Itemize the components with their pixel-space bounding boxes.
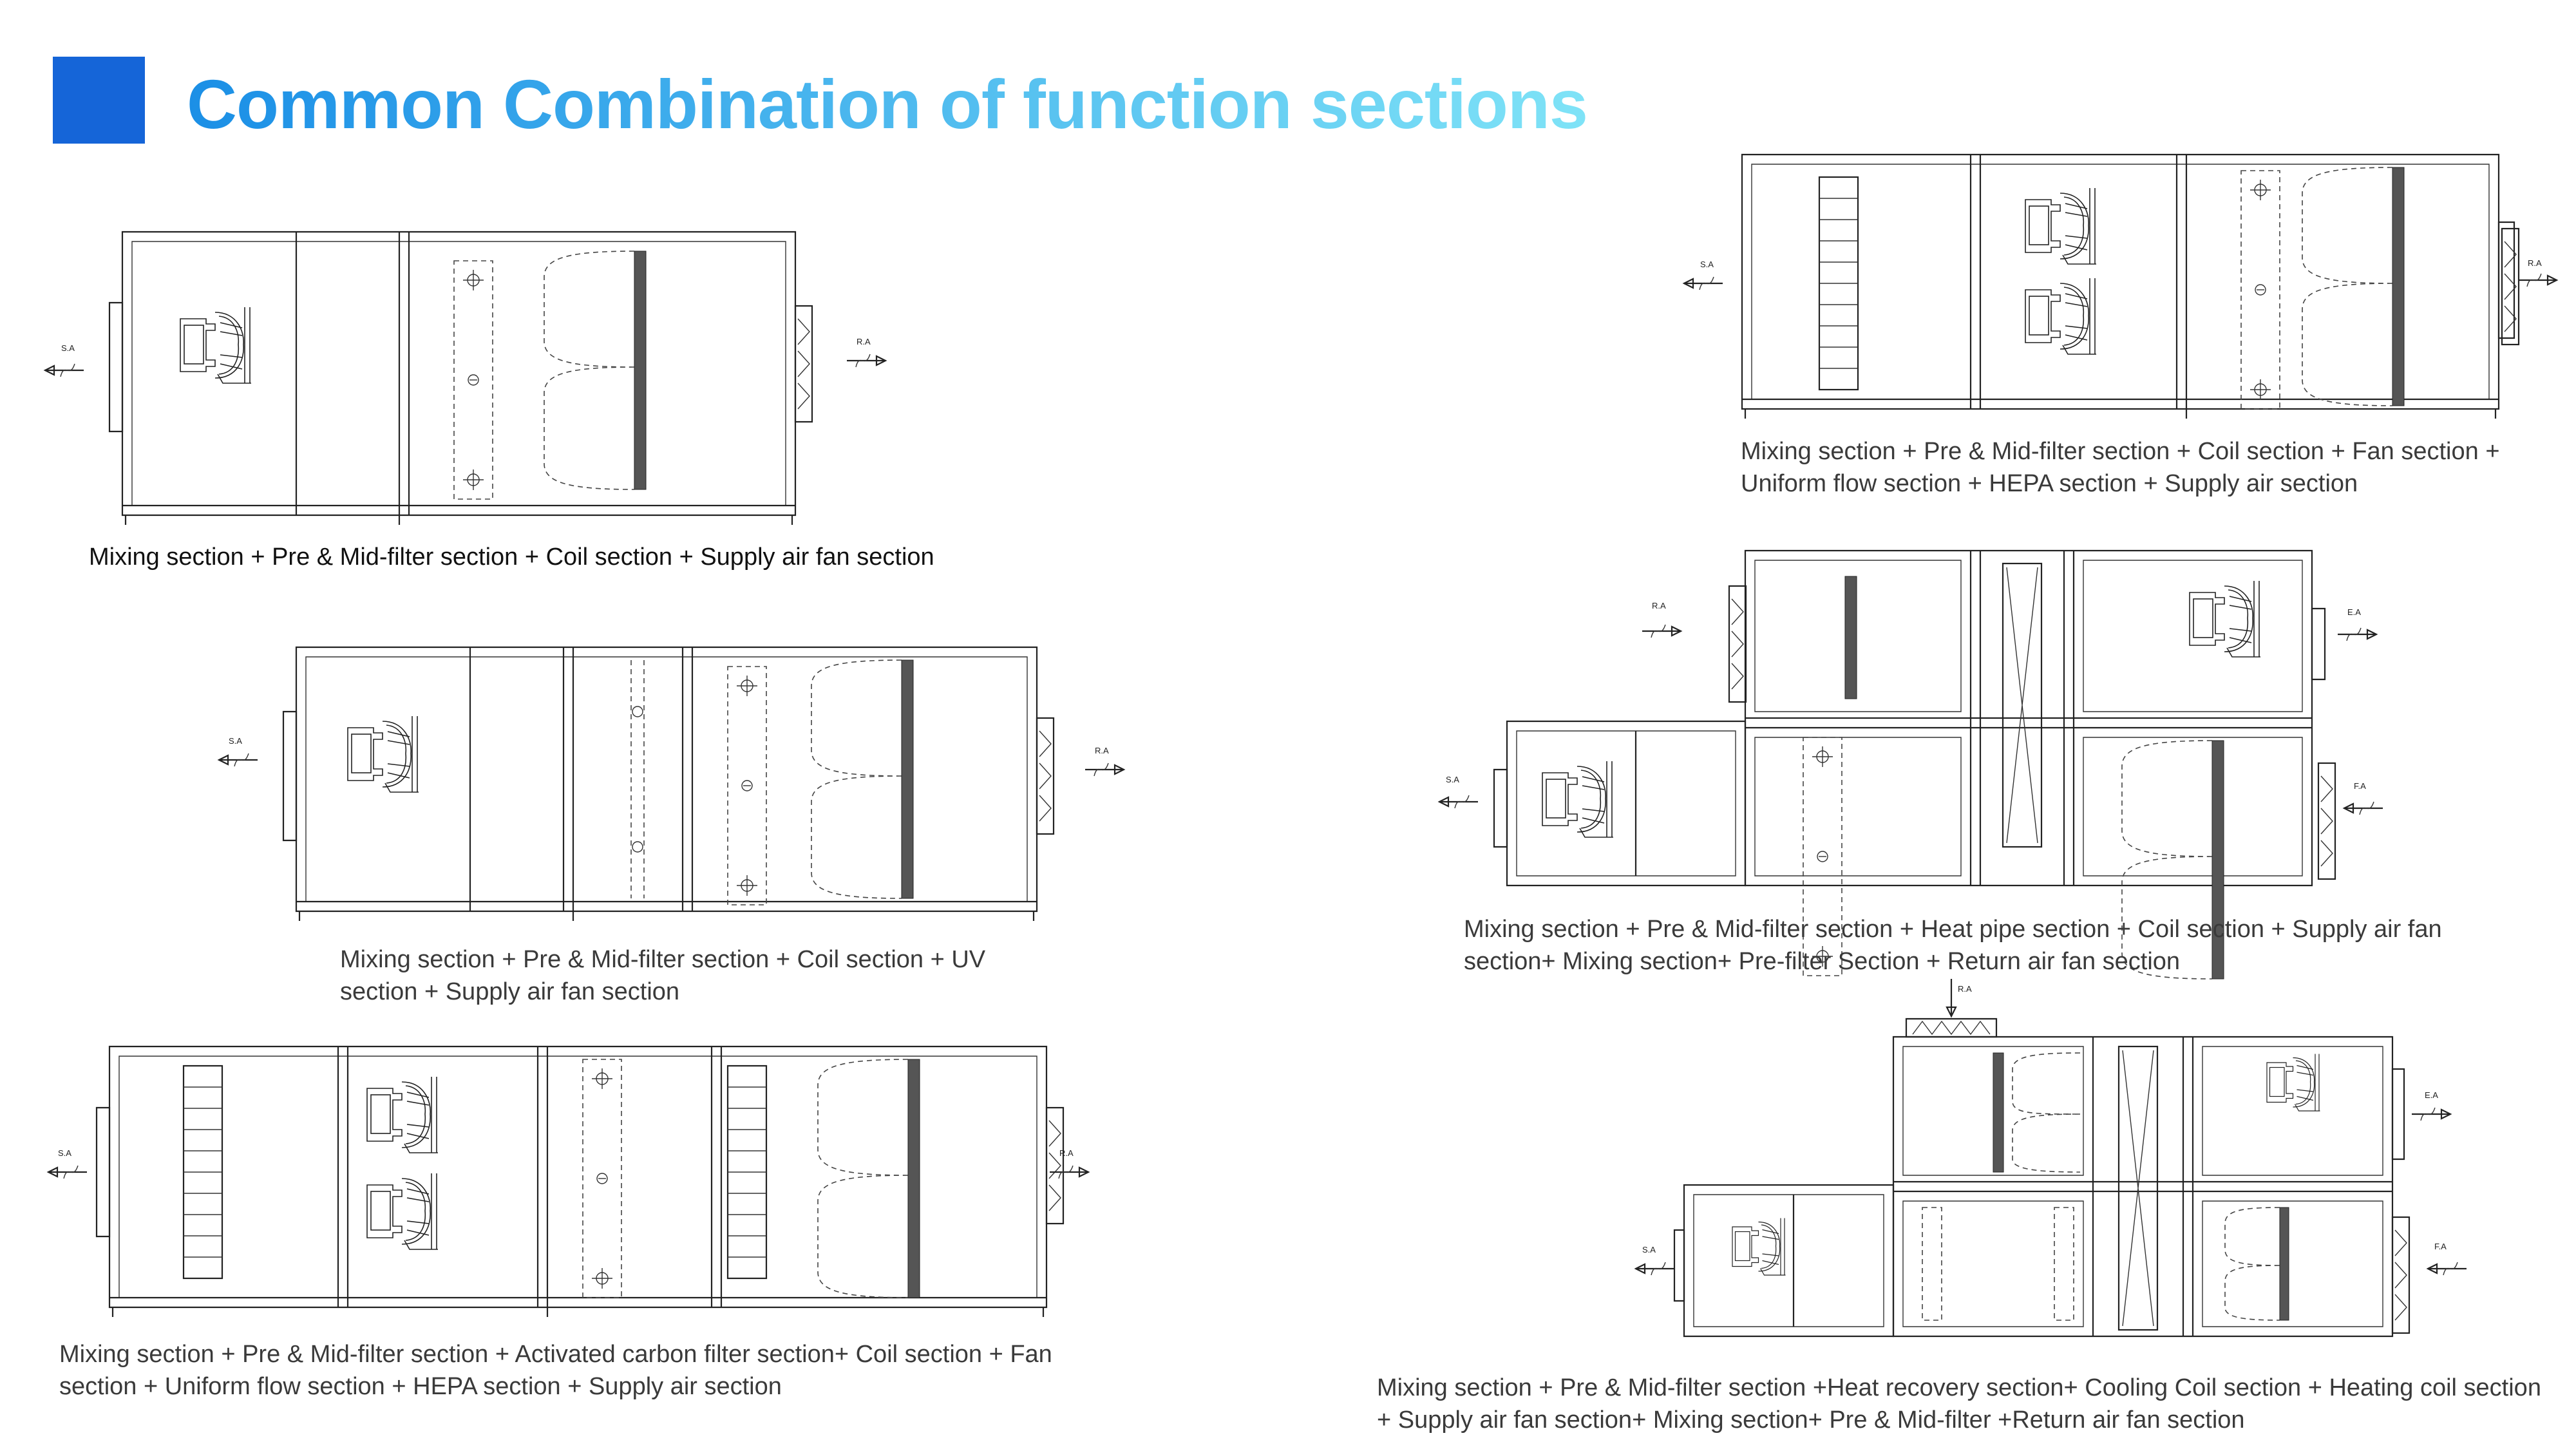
coil-icon (583, 1059, 621, 1298)
heat-pipe-icon (2003, 564, 2041, 847)
supply-air-label: S.A (61, 343, 75, 353)
return-air-label: R.A (1095, 746, 1109, 755)
pre-filter-icon (1993, 1053, 2003, 1172)
cooling-coil-icon (1922, 1208, 2074, 1320)
supply-air-label: S.A (1700, 260, 1714, 269)
fresh-air-arrow-icon (2344, 802, 2383, 815)
supply-air-arrow-icon (219, 753, 258, 766)
filter-bags-icon (811, 660, 913, 898)
return-air-label: R.A (857, 337, 871, 346)
exhaust-air-label: E.A (2425, 1090, 2438, 1100)
supply-air-arrow-icon (45, 364, 84, 377)
filter-bags-icon (2225, 1208, 2280, 1320)
title-accent-square (53, 57, 145, 144)
exhaust-air-arrow-icon (2338, 628, 2376, 641)
fresh-air-label: F.A (2354, 781, 2366, 791)
ahu-casing (1674, 1037, 2404, 1336)
supply-air-arrow-icon (48, 1166, 87, 1179)
fresh-air-arrow-icon (2428, 1262, 2467, 1275)
return-air-label: R.A (2528, 258, 2542, 268)
fan-icon-upper (2025, 188, 2096, 264)
uniform-flow-plate-icon (728, 1066, 766, 1278)
coil-icon (454, 261, 493, 499)
fan-icon-lower (2025, 278, 2096, 354)
ahu-diagram-5 (1430, 544, 2434, 892)
louver-icon (2502, 229, 2519, 345)
ahu-diagram-6 (1636, 972, 2473, 1346)
supply-air-label: S.A (1446, 775, 1459, 784)
page-title: Common Combination of function sections (187, 59, 1587, 149)
uv-lamp-icon (631, 660, 644, 898)
fresh-air-label: F.A (2434, 1242, 2447, 1251)
fresh-air-louver-top-icon (1906, 1019, 1996, 1037)
return-louver-icon (1037, 718, 1054, 834)
ahu-casing (97, 1046, 1046, 1317)
supply-fan-icon (348, 716, 419, 792)
caption-3: Mixing section + Pre & Mid-filter section + Activated carbon filter section+ Coil section + Fan section + Uniform flow section + HEPA section + Supply air section (59, 1341, 1052, 1400)
caption-2: Mixing section + Pre & Mid-filter section + Coil section + UV section + Supply air fan section (340, 946, 986, 1005)
ahu-casing (1494, 551, 2325, 886)
return-louver-icon (795, 306, 812, 422)
supply-air-arrow-icon (1684, 277, 1723, 290)
coil-icon (728, 667, 766, 905)
hepa-filter-icon (2302, 167, 2404, 406)
return-air-arrow-icon (847, 354, 886, 367)
return-air-arrow-icon (2518, 274, 2557, 287)
return-air-label: R.A (1059, 1148, 1074, 1158)
return-fan-icon (2267, 1054, 2320, 1112)
ahu-diagram-3 (48, 1037, 1079, 1320)
return-air-arrow-icon (1050, 1166, 1088, 1179)
caption-5: Mixing section + Pre & Mid-filter section + Heat pipe section + Coil section + Supply air fan section+ Mixing section+ Pre-filter Section + Return air fan section (1464, 916, 2442, 975)
ahu-casing (109, 232, 795, 525)
exhaust-air-arrow-icon (2412, 1108, 2450, 1121)
fan-icon-lower (367, 1173, 438, 1249)
caption-4: Mixing section + Pre & Mid-filter section + Coil section + Fan section + Uniform flow section + HEPA section + Supply air section (1741, 438, 2500, 497)
exhaust-air-label: E.A (2347, 607, 2361, 617)
return-air-arrow-icon (1947, 979, 1956, 1016)
heating-coil-icon (2280, 1208, 2289, 1320)
supply-air-label: S.A (58, 1148, 71, 1158)
ahu-diagram-4 (1681, 151, 2576, 422)
fresh-louver-icon (2318, 763, 2335, 879)
return-air-arrow-icon (1085, 763, 1124, 776)
fresh-louver-icon (2392, 1217, 2409, 1333)
supply-fan-icon (180, 307, 251, 383)
supply-fan-icon (1542, 761, 1613, 837)
caption-6: Mixing section + Pre & Mid-filter section +Heat recovery section+ Cooling Coil section + Heating coil section + Supply air fan section+ Mixing section+ Pre & Mid-filter +Return air fan section (1377, 1374, 2541, 1434)
hepa-filter-icon (818, 1059, 920, 1298)
carbon-filter-icon (184, 1066, 222, 1278)
return-air-label: R.A (1652, 601, 1666, 611)
filter-bags-icon (2012, 1053, 2080, 1172)
supply-air-arrow-icon (1439, 795, 1478, 808)
return-air-label: R.A (1958, 984, 1972, 994)
return-fan-icon (2190, 581, 2260, 657)
filter-bags-icon (544, 251, 646, 489)
ahu-diagram-1 (42, 222, 918, 525)
supply-air-label: S.A (1642, 1245, 1656, 1255)
heat-recovery-icon (2119, 1046, 2157, 1330)
fan-icon-upper (367, 1077, 438, 1153)
return-louver-icon (1729, 586, 1746, 702)
pre-filter-icon (1845, 576, 1857, 699)
filter-bank-icon (1819, 177, 1858, 390)
ahu-diagram-2 (219, 641, 1153, 927)
supply-air-label: S.A (229, 736, 242, 746)
return-louver-icon (1046, 1108, 1063, 1224)
supply-air-arrow-icon (1636, 1262, 1674, 1275)
caption-1: Mixing section + Pre & Mid-filter section + Coil section + Supply air fan section (89, 544, 934, 571)
return-air-arrow-icon (1642, 625, 1681, 638)
supply-fan-icon (1732, 1218, 1786, 1276)
coil-icon (2241, 171, 2280, 409)
